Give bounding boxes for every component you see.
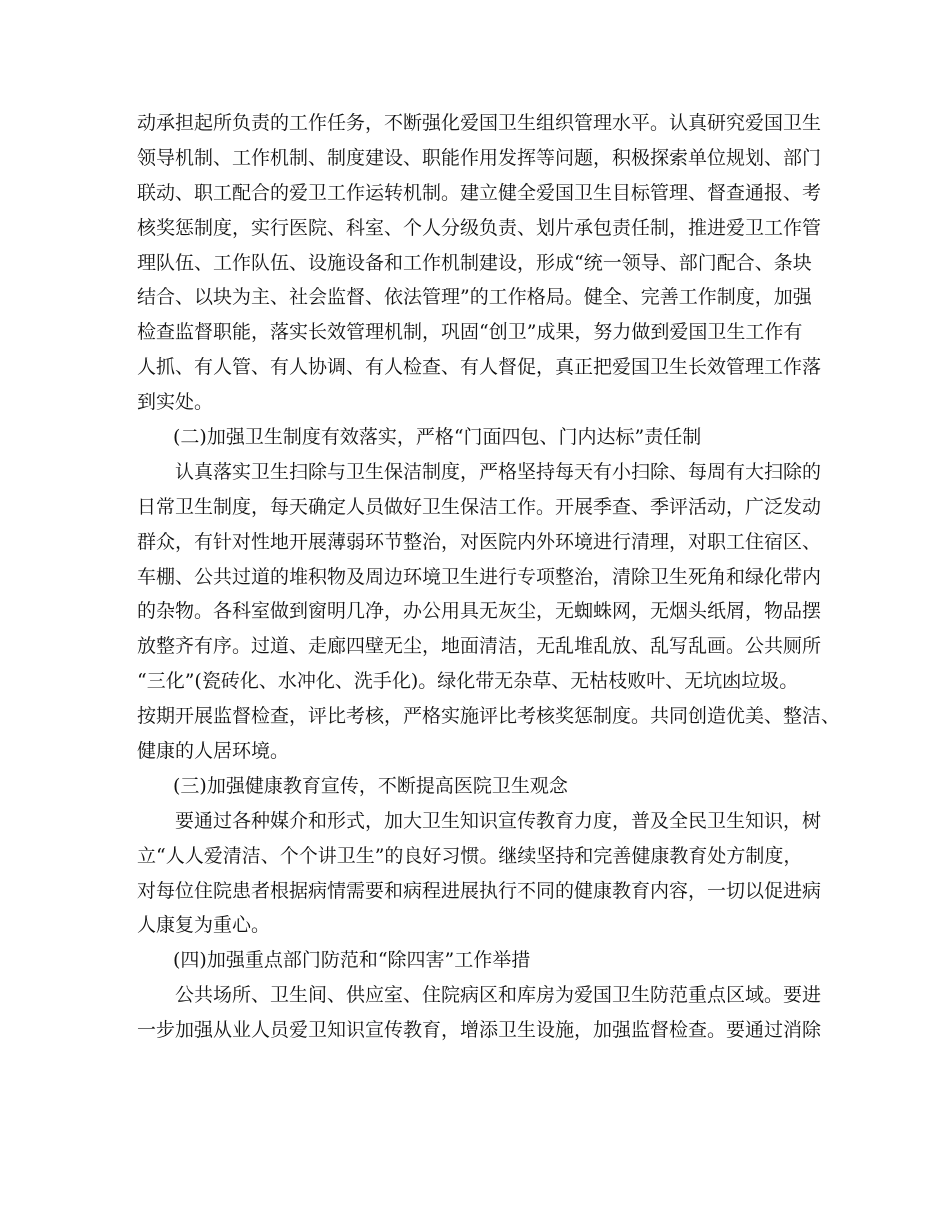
section-heading: (三)加强健康教育宣传，不断提高医院卫生观念 bbox=[173, 774, 568, 797]
paragraph-line: 检查监督职能，落实长效管理机制，巩固“创卫”成果，努力做到爱国卫生工作有 bbox=[137, 321, 803, 344]
paragraph-line: 要通过各种媒介和形式，加大卫生知识宣传教育力度，普及全民卫生知识，树 bbox=[175, 809, 822, 832]
paragraph-line: 立“人人爱清洁、个个讲卫生”的良好习惯。继续坚持和完善健康教育处方制度， bbox=[137, 844, 803, 867]
paragraph-line: 放整齐有序。过道、走廊四壁无尘，地面清洁，无乱堆乱放、乱写乱画。公共厕所 bbox=[137, 635, 822, 658]
paragraph-line: 对每位住院患者根据病情需要和病程进展执行不同的健康教育内容，一切以促进病 bbox=[137, 879, 822, 902]
section-heading: (四)加强重点部门防范和“除四害”工作举措 bbox=[173, 949, 531, 972]
paragraph-line: 按期开展监督检查，评比考核，严格实施评比考核奖惩制度。共同创造优美、整洁、 bbox=[137, 705, 841, 728]
paragraph-line: 理队伍、工作队伍、设施设备和工作机制建设，形成“统一领导、部门配合、条块 bbox=[137, 251, 812, 274]
paragraph-line: 联动、职工配合的爱卫工作运转机制。建立健全爱国卫生目标管理、督查通报、考 bbox=[137, 181, 822, 204]
paragraph-line: 结合、以块为主、社会监督、依法管理”的工作格局。健全、完善工作制度，加强 bbox=[137, 286, 812, 309]
paragraph-line: 车棚、公共过道的堆积物及周边环境卫生进行专项整治，清除卫生死角和绿化带内 bbox=[137, 565, 822, 588]
paragraph-line: 动承担起所负责的工作任务，不断强化爱国卫生组织管理水平。认真研究爱国卫生 bbox=[137, 112, 822, 134]
paragraph-line: “三化”(瓷砖化、水冲化、洗手化)。绿化带无杂草、无枯枝败叶、无坑凼垃圾。 bbox=[137, 670, 799, 693]
paragraph-line: 健康的人居环境。 bbox=[137, 740, 290, 763]
paragraph-line: 人康复为重心。 bbox=[137, 914, 271, 937]
paragraph-line: 一步加强从业人员爱卫知识宣传教育，增添卫生设施，加强监督检查。要通过消除 bbox=[137, 1019, 822, 1042]
paragraph-line: 领导机制、工作机制、制度建设、职能作用发挥等问题，积极探索单位规划、部门 bbox=[137, 146, 822, 169]
paragraph-line: 公共场所、卫生间、供应室、住院病区和库房为爱国卫生防范重点区域。要进 bbox=[175, 984, 822, 1007]
paragraph-line: 群众，有针对性地开展薄弱环节整治，对医院内外环境进行清理，对职工住宿区、 bbox=[137, 530, 822, 553]
paragraph-line: 的杂物。各科室做到窗明几净，办公用具无灰尘，无蜘蛛网，无烟头纸屑，物品摆 bbox=[137, 600, 822, 623]
document-body bbox=[137, 106, 841, 1048]
paragraph-line: 人抓、有人管、有人协调、有人检查、有人督促，真正把爱国卫生长效管理工作落 bbox=[137, 356, 822, 379]
paragraph-line: 日常卫生制度，每天确定人员做好卫生保洁工作。开展季查、季评活动，广泛发动 bbox=[137, 495, 822, 518]
paragraph-line: 认真落实卫生扫除与卫生保洁制度，严格坚持每天有小扫除、每周有大扫除的 bbox=[175, 460, 822, 483]
section-heading: (二)加强卫生制度有效落实，严格“门面四包、门内达标”责任制 bbox=[173, 426, 702, 449]
paragraph-line: 到实处。 bbox=[137, 391, 214, 414]
paragraph-line: 核奖惩制度，实行医院、科室、个人分级负责、划片承包责任制，推进爱卫工作管 bbox=[137, 216, 822, 239]
